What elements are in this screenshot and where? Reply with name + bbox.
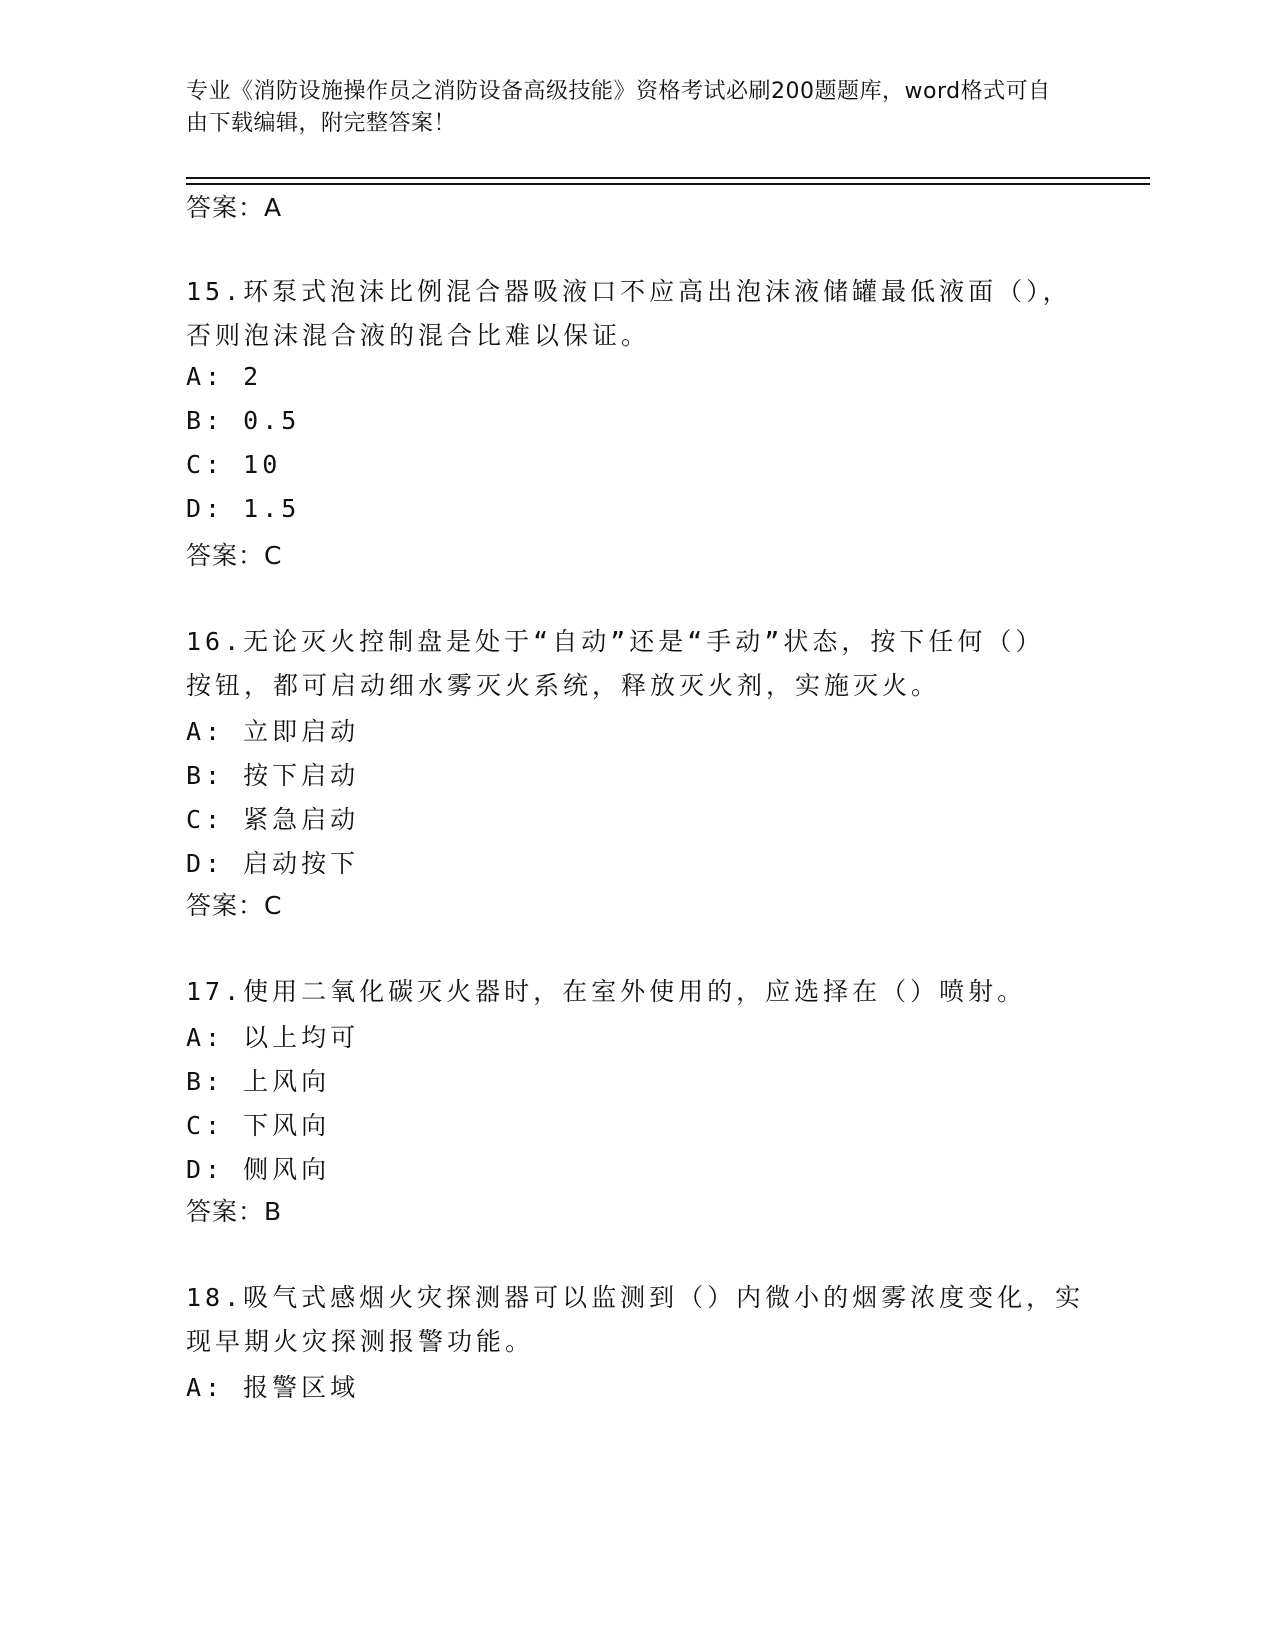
question-text: 18.吸气式感烟火灾探测器可以监测到（）内微小的烟雾浓度变化，实 [186,1283,1085,1312]
header-divider-bottom [186,183,1150,185]
option-a: A: 以上均可 [186,1023,360,1052]
question-text: 否则泡沫混合液的混合比难以保证。 [186,321,651,350]
option-b: B: 按下启动 [186,761,360,790]
option-a: A: 2 [186,362,263,391]
option-d: D: 侧风向 [186,1155,331,1184]
option-c: C: 10 [186,450,282,479]
question-text: 16.无论灭火控制盘是处于“自动”还是“手动”状态，按下任何（） [186,627,1045,656]
option-c: C: 紧急启动 [186,805,360,834]
option-c: C: 下风向 [186,1111,331,1140]
answer-label: 答案：A [186,193,283,222]
question-text: 17.使用二氧化碳灭火器时，在室外使用的，应选择在（）喷射。 [186,977,1027,1006]
option-d: D: 1.5 [186,494,301,523]
option-b: B: 0.5 [186,406,301,435]
header-divider-top [186,177,1150,179]
answer-label: 答案：B [186,1197,283,1226]
document-header: 专业《消防设施操作员之消防设备高级技能》资格考试必刷200题题库，word格式可自由下载编辑，附完整答案！ [186,79,1051,136]
answer-label: 答案：C [186,891,283,920]
question-text: 15.环泵式泡沫比例混合器吸液口不应高出泡沫液储罐最低液面（）， [186,277,1072,306]
option-b: B: 上风向 [186,1067,331,1096]
option-a: A: 报警区域 [186,1373,360,1402]
question-text: 按钮，都可启动细水雾灭火系统，释放灭火剂，实施灭火。 [186,671,941,700]
answer-label: 答案：C [186,541,283,570]
option-d: D: 启动按下 [186,849,360,878]
question-text: 现早期火灾探测报警功能。 [186,1327,535,1356]
option-a: A: 立即启动 [186,717,360,746]
